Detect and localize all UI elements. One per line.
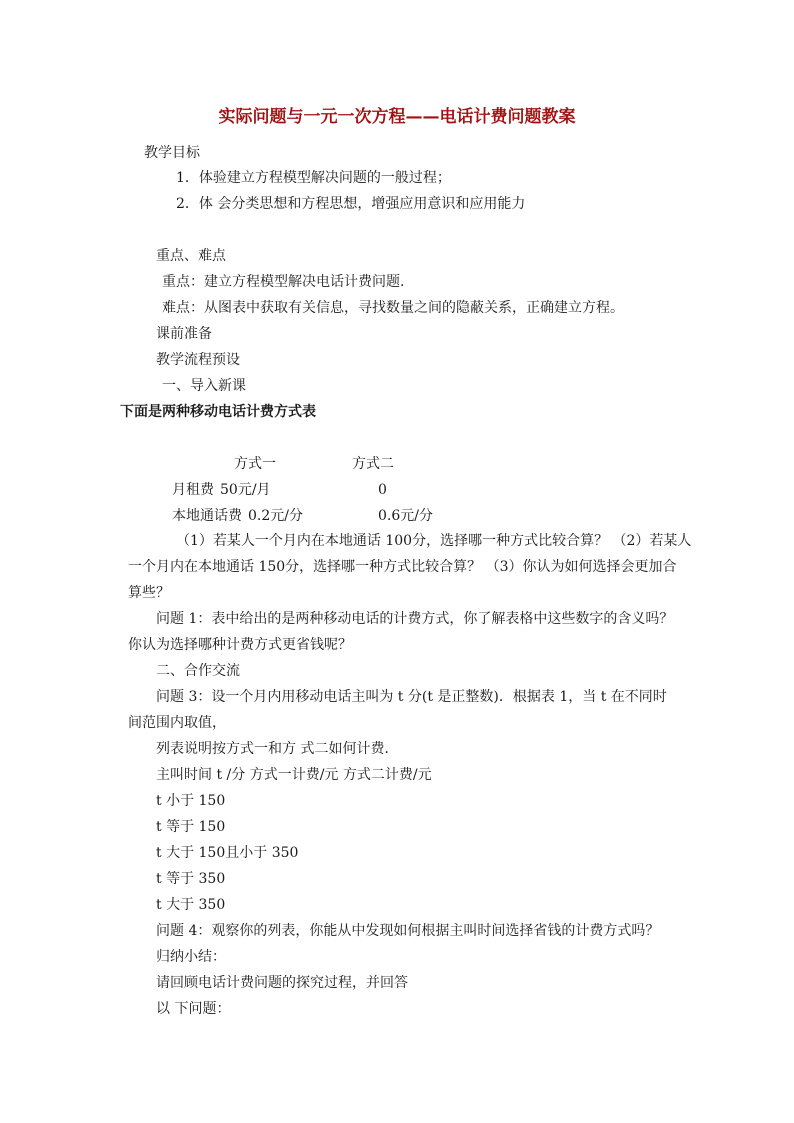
goal-item: 2．体 会分类思想和方程思想，增强应用意识和应用能力 <box>176 196 526 212</box>
t-range-row: t 等于 350 <box>156 871 226 887</box>
summary-heading: 归纳小结： <box>156 949 226 965</box>
review-text: 以 下问题： <box>156 1001 231 1017</box>
fee-row-label: 本地通话费 <box>172 508 242 524</box>
fee-row-label: 月租费 <box>172 482 214 498</box>
difficult-point: 难点：从图表中获取有关信息，寻找数量之间的隐蔽关系，正确建立方程。 <box>162 300 624 316</box>
page-title: 实际问题与一元一次方程——电话计费问题教案 <box>218 107 576 127</box>
question-3: 问题 3：设一个月内用移动电话主叫为 t 分(t 是正整数)．根据表 1，当 t 在不同时 <box>156 689 667 705</box>
list-intro: 列表说明按方式一和方 式二如何计费． <box>156 741 399 757</box>
list-header: 主叫时间 t /分 方式一计费/元 方式二计费/元 <box>156 767 432 783</box>
keypoints-heading: 重点、难点 <box>156 248 226 264</box>
t-range-row: t 大于 150且小于 350 <box>156 845 299 861</box>
t-range-row: t 大于 350 <box>156 897 226 913</box>
review-text: 请回顾电话计费问题的探究过程，并回答 <box>156 975 408 991</box>
table-heading: 下面是两种移动电话计费方式表 <box>120 404 316 420</box>
fee-cell: 50元/月 <box>220 482 271 498</box>
key-point: 重点：建立方程模型解决电话计费问题. <box>162 274 405 290</box>
fee-cell: 0 <box>378 482 387 498</box>
goal-item: 1．体验建立方程模型解决问题的一般过程； <box>176 170 451 186</box>
fee-cell: 0.6元/分 <box>378 508 433 524</box>
fee-cell: 0.2元/分 <box>248 508 303 524</box>
t-range-row: t 等于 150 <box>156 819 226 835</box>
question-text: 算些？ <box>128 585 170 601</box>
fee-col-header: 方式一 <box>234 456 276 472</box>
question-4: 问题 4：观察你的列表，你能从中发现如何根据主叫时间选择省钱的计费方式吗？ <box>156 923 660 939</box>
section-intro-heading: 一、导入新课 <box>162 378 246 394</box>
question-text: 一个月内在本地通话 150分，选择哪一种方式比较合算？ （3）你认为如何选择会更加合 <box>128 559 677 575</box>
t-range-row: t 小于 150 <box>156 793 226 809</box>
question-text: （1）若某人一个月内在本地通话 100分，选择哪一种方式比较合算？ （2）若某人 <box>176 533 692 549</box>
fee-col-header: 方式二 <box>352 456 394 472</box>
goals-heading: 教学目标 <box>144 145 200 161</box>
question-3: 间范围内取值， <box>128 715 226 731</box>
question-1: 你认为选择哪种计费方式更省钱呢？ <box>128 637 352 653</box>
prep-heading: 课前准备 <box>156 326 212 342</box>
flow-heading: 教学流程预设 <box>156 352 240 368</box>
question-1: 问题 1：表中给出的是两种移动电话的计费方式，你了解表格中这些数字的含义吗？ <box>156 611 674 627</box>
section-cooperate-heading: 二、合作交流 <box>156 663 240 679</box>
